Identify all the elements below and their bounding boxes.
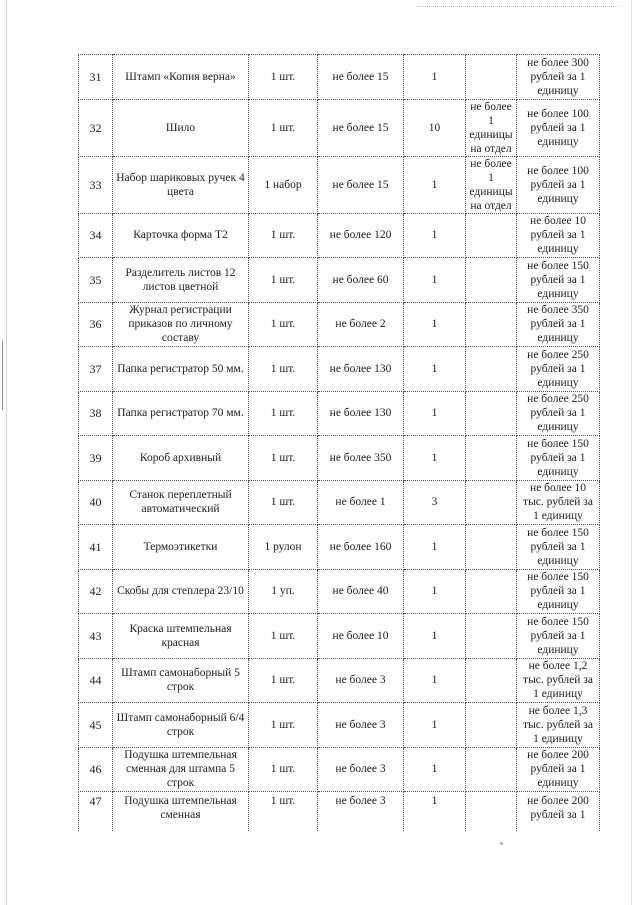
item-unit: 1 рулон — [249, 525, 318, 570]
item-unit: 1 набор — [249, 156, 318, 213]
table-row — [79, 55, 600, 100]
item-name: Штамп самонаборный 6/4 строк — [113, 703, 249, 748]
item-unit: 1 шт. — [249, 213, 318, 258]
item-name: Папка регистратор 50 мм. — [113, 347, 249, 392]
item-unit: 1 шт. — [249, 302, 318, 347]
item-count: 1 — [404, 391, 466, 436]
row-number: 38 — [79, 391, 113, 436]
item-name: Разделитель листов 12 листов цветной — [113, 258, 249, 303]
item-price: не более 300 рублей за 1 единицу — [517, 55, 600, 100]
item-quantity: не более 40 — [318, 569, 404, 614]
item-note — [466, 792, 517, 831]
item-count: 1 — [404, 55, 466, 100]
item-name: Набор шариковых ручек 4 цвета — [113, 156, 249, 213]
table-row — [79, 258, 600, 303]
row-number: 35 — [79, 258, 113, 303]
item-price: не более 250 рублей за 1 единицу — [517, 391, 600, 436]
row-number: 37 — [79, 347, 113, 392]
item-count: 1 — [404, 213, 466, 258]
item-price: не более 150 рублей за 1 единицу — [517, 525, 600, 570]
item-note — [466, 658, 517, 703]
row-number: 45 — [79, 703, 113, 748]
item-count: 1 — [404, 792, 466, 831]
item-quantity: не более 2 — [318, 302, 404, 347]
row-number: 33 — [79, 156, 113, 213]
item-note — [466, 213, 517, 258]
scan-dot — [500, 842, 503, 845]
item-price: не более 1,3 тыс. рублей за 1 единицу — [517, 703, 600, 748]
scan-mark-top — [418, 6, 618, 8]
table-row — [79, 156, 600, 213]
item-name: Журнал регистрации приказов по личному составу — [113, 302, 249, 347]
item-count: 1 — [404, 658, 466, 703]
item-note: не более 1 единицы на отдел — [466, 99, 517, 156]
item-price: не более 150 рублей за 1 единицу — [517, 258, 600, 303]
item-unit: 1 шт. — [249, 658, 318, 703]
item-quantity: не более 15 — [318, 55, 404, 100]
item-unit: 1 шт. — [249, 55, 318, 100]
item-name: Шило — [113, 99, 249, 156]
item-unit: 1 шт. — [249, 703, 318, 748]
item-name: Подушка штемпельная сменная — [113, 792, 249, 831]
item-name: Скобы для степлера 23/10 — [113, 569, 249, 614]
item-note — [466, 480, 517, 525]
item-quantity: не более 120 — [318, 213, 404, 258]
item-quantity: не более 10 — [318, 614, 404, 659]
item-count: 1 — [404, 258, 466, 303]
item-price: не более 200 рублей за 1 единицу — [517, 747, 600, 792]
table-row — [79, 347, 600, 392]
item-count: 10 — [404, 99, 466, 156]
page-edge-right — [631, 0, 632, 905]
item-unit: 1 шт. — [249, 99, 318, 156]
row-number: 47 — [79, 792, 113, 831]
row-number: 34 — [79, 213, 113, 258]
item-quantity: не более 3 — [318, 703, 404, 748]
item-price: не более 10 тыс. рублей за 1 единицу — [517, 480, 600, 525]
item-quantity: не более 15 — [318, 99, 404, 156]
item-price: не более 150 рублей за 1 единицу — [517, 569, 600, 614]
item-note — [466, 347, 517, 392]
item-unit: 1 шт. — [249, 480, 318, 525]
table-row — [79, 480, 600, 525]
item-price: не более 150 рублей за 1 единицу — [517, 614, 600, 659]
table-row — [79, 302, 600, 347]
item-count: 1 — [404, 347, 466, 392]
item-quantity: не более 1 — [318, 480, 404, 525]
item-price: не более 1,2 тыс. рублей за 1 единицу — [517, 658, 600, 703]
row-number: 36 — [79, 302, 113, 347]
item-price: не более 200 рублей за 1 — [517, 792, 600, 831]
item-unit: 1 шт. — [249, 436, 318, 481]
item-count: 1 — [404, 302, 466, 347]
scan-mark-left — [2, 340, 3, 410]
row-number: 44 — [79, 658, 113, 703]
item-unit: 1 шт. — [249, 747, 318, 792]
item-price: не более 10 рублей за 1 единицу — [517, 213, 600, 258]
item-price: не более 100 рублей за 1 единицу — [517, 156, 600, 213]
item-quantity: не более 3 — [318, 658, 404, 703]
item-note — [466, 436, 517, 481]
item-count: 1 — [404, 436, 466, 481]
table-row — [79, 569, 600, 614]
table-row — [79, 213, 600, 258]
table-row — [79, 614, 600, 659]
item-price: не более 250 рублей за 1 единицу — [517, 347, 600, 392]
item-count: 1 — [404, 569, 466, 614]
item-quantity: не более 130 — [318, 391, 404, 436]
row-number: 46 — [79, 747, 113, 792]
item-name: Папка регистратор 70 мм. — [113, 391, 249, 436]
item-unit: 1 шт. — [249, 792, 318, 831]
table-row — [79, 658, 600, 703]
item-unit: 1 шт. — [249, 614, 318, 659]
item-note — [466, 302, 517, 347]
item-name: Станок переплетный автоматический — [113, 480, 249, 525]
item-name: Подушка штемпельная сменная для штампа 5 строк — [113, 747, 249, 792]
item-quantity: не более 3 — [318, 747, 404, 792]
item-note — [466, 258, 517, 303]
item-count: 1 — [404, 614, 466, 659]
table-row — [79, 747, 600, 792]
table-row — [79, 391, 600, 436]
item-note — [466, 525, 517, 570]
item-note — [466, 747, 517, 792]
item-name: Короб архивный — [113, 436, 249, 481]
table-row — [79, 703, 600, 748]
item-price: не более 150 рублей за 1 единицу — [517, 436, 600, 481]
row-number: 42 — [79, 569, 113, 614]
item-name: Карточка форма Т2 — [113, 213, 249, 258]
item-quantity: не более 15 — [318, 156, 404, 213]
row-number: 40 — [79, 480, 113, 525]
item-quantity: не более 350 — [318, 436, 404, 481]
row-number: 39 — [79, 436, 113, 481]
item-count: 1 — [404, 525, 466, 570]
item-name: Термоэтикетки — [113, 525, 249, 570]
item-unit: 1 шт. — [249, 258, 318, 303]
row-number: 32 — [79, 99, 113, 156]
item-quantity: не более 160 — [318, 525, 404, 570]
item-quantity: не более 60 — [318, 258, 404, 303]
table-body — [79, 55, 600, 831]
supplies-table — [78, 54, 600, 831]
table-row — [79, 99, 600, 156]
item-name: Краска штемпельная красная — [113, 614, 249, 659]
table-row — [79, 525, 600, 570]
row-number: 41 — [79, 525, 113, 570]
table-row — [79, 792, 600, 831]
item-note: не более 1 единицы на отдел — [466, 156, 517, 213]
item-count: 3 — [404, 480, 466, 525]
item-quantity: не более 3 — [318, 792, 404, 831]
row-number: 31 — [79, 55, 113, 100]
item-count: 1 — [404, 703, 466, 748]
item-note — [466, 391, 517, 436]
item-count: 1 — [404, 747, 466, 792]
item-name: Штамп «Копия верна» — [113, 55, 249, 100]
item-note — [466, 569, 517, 614]
item-unit: 1 шт. — [249, 347, 318, 392]
table-row — [79, 436, 600, 481]
item-quantity: не более 130 — [318, 347, 404, 392]
item-unit: 1 шт. — [249, 391, 318, 436]
item-price: не более 350 рублей за 1 единицу — [517, 302, 600, 347]
item-note — [466, 55, 517, 100]
item-note — [466, 703, 517, 748]
item-name: Штамп самонаборный 5 строк — [113, 658, 249, 703]
item-unit: 1 уп. — [249, 569, 318, 614]
item-price: не более 100 рублей за 1 единицу — [517, 99, 600, 156]
row-number: 43 — [79, 614, 113, 659]
item-count: 1 — [404, 156, 466, 213]
item-note — [466, 614, 517, 659]
page-edge-left — [6, 0, 7, 905]
